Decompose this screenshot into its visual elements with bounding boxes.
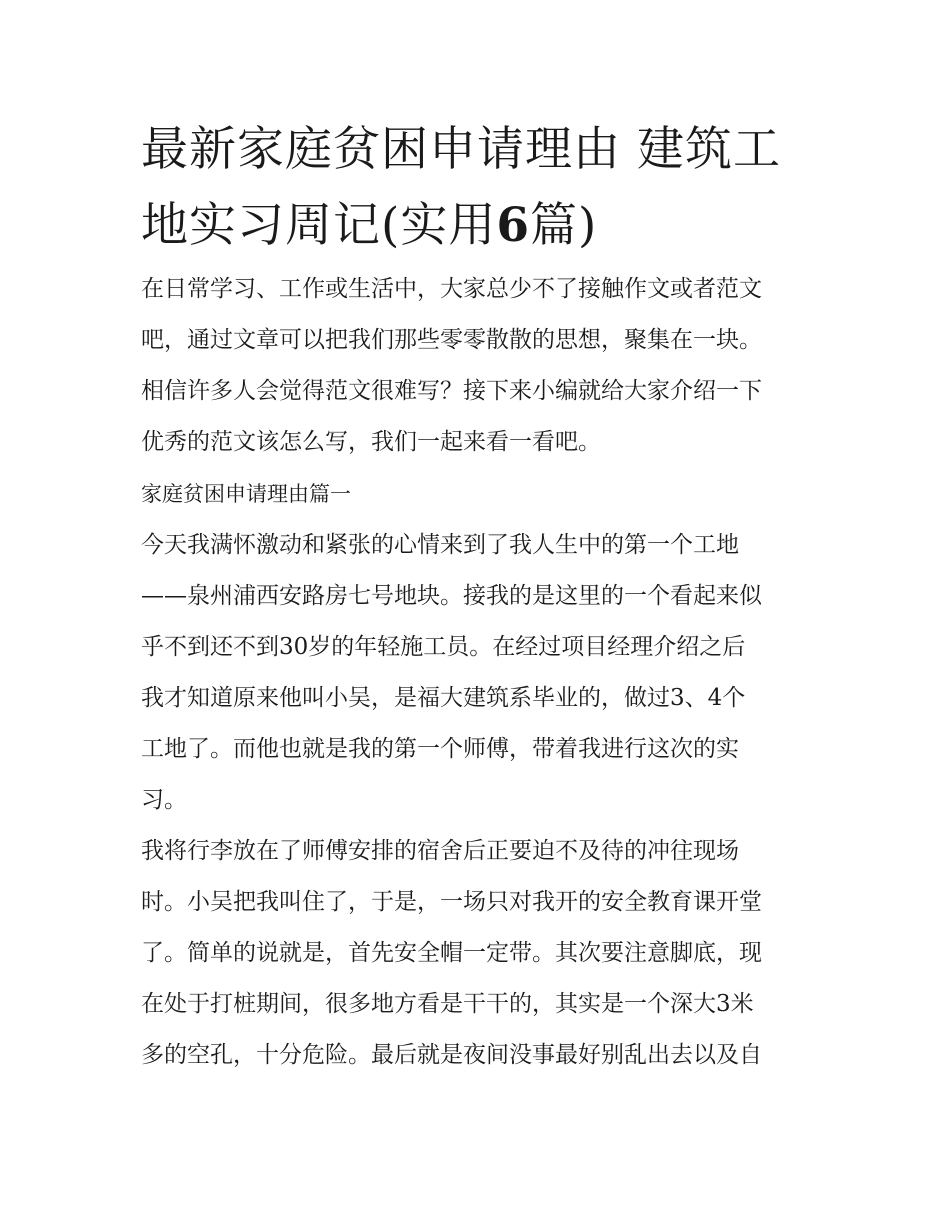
title-line-2-prefix: 地实习周记(实用	[141, 198, 497, 253]
title-line-2-suffix: 篇)	[530, 198, 598, 253]
document-page	[141, 112, 821, 1081]
body-paragraph-1: 今天我满怀激动和紧张的心情来到了我人生中的第一个工地 ——泉州浦西安路房七号地块。接我的是这里的一个看起来似 乎不到还不到30岁的年轻施工员。在经过项目经理介绍之后 我才知道原来他叫小吴，是福大建筑系毕业的，做过3、4个 工地了。而他也就是我的第一个师傅，带着我进行这次的实 习。	[141, 532, 762, 813]
title-number: 6	[496, 198, 531, 253]
document-title	[141, 112, 821, 264]
section-heading: 家庭贫困申请理由篇一	[141, 482, 351, 506]
title-line-1: 最新家庭贫困申请理由 建筑工	[141, 122, 781, 177]
intro-paragraph: 在日常学习、工作或生活中，大家总少不了接触作文或者范文 吧，通过文章可以把我们那些零零散散的思想，聚集在一块。 相信许多人会觉得范文很难写？接下来小编就给大家介绍一下 优秀的范文该怎么写，我们一起来看一看吧。	[141, 276, 762, 455]
body-paragraph-2: 我将行李放在了师傅安排的宿舍后正要迫不及待的冲往现场 时。小吴把我叫住了，于是，一场只对我开的安全教育课开堂 了。简单的说就是，首先安全帽一定带。其次要注意脚底，现 在处于打桩期间，很多地方看是干干的，其实是一个深大3米 多的空孔，十分危险。最后就是夜间没事最好别乱出去以及自	[141, 838, 762, 1068]
